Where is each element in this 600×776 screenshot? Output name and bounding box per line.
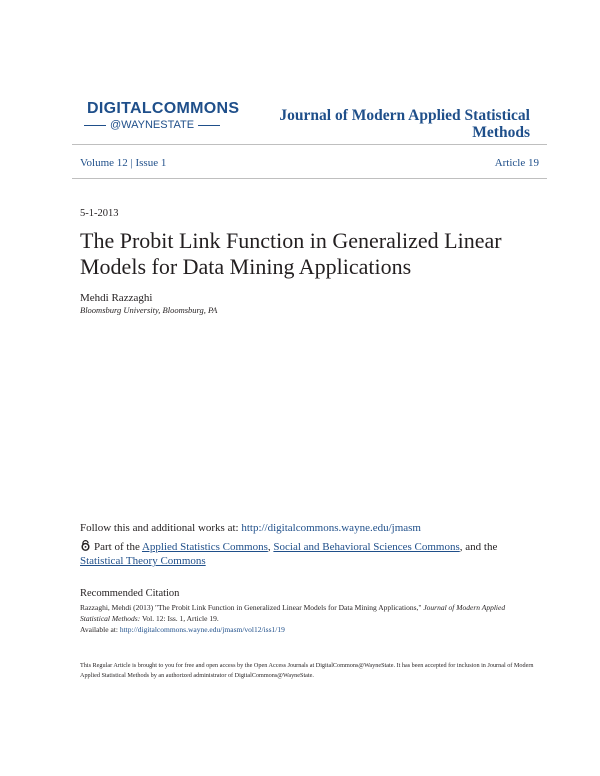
article-title: The Probit Link Function in Generalized Linear Models for Data Mining Applications [80, 228, 502, 279]
header-divider-top [72, 144, 547, 145]
part-of-and: , and the [459, 541, 498, 553]
journal-title-link[interactable]: Journal of Modern Applied Statistical Methods [279, 107, 530, 141]
part-of-comma: , [267, 541, 271, 553]
follow-url-link[interactable]: http://digitalcommons.wayne.edu/jmasm [241, 522, 421, 534]
logo-dash-right [198, 125, 220, 126]
citation-url-link[interactable]: http://digitalcommons.wayne.edu/jmasm/vol12/iss1/19 [119, 625, 285, 634]
citation-text [80, 602, 530, 635]
logo-digitalcommons: DIGITALCOMMONS [87, 100, 240, 117]
applied-statistics-commons-link[interactable]: Applied Statistics Commons [141, 541, 268, 553]
citation-journal: Journal of Modern Applied Statistical Methods: [80, 603, 506, 623]
open-access-icon [80, 540, 91, 551]
volume-issue [80, 157, 166, 169]
citation-body: Razzaghi, Mehdi (2013) "The Probit Link Function in Generalized Linear Models for Data Mining Applications," [80, 603, 422, 612]
author-name: Mehdi Razzaghi [80, 292, 153, 304]
follow-label: Follow this and additional works at: [80, 522, 239, 534]
social-behavioral-sciences-commons-link[interactable]: Social and Behavioral Sciences Commons [273, 541, 460, 553]
recommended-citation-heading: Recommended Citation [80, 588, 180, 599]
logo-waynestate-text: @WAYNESTATE [109, 119, 195, 131]
part-of-prefix: Part of the [94, 541, 140, 553]
follow-line [80, 522, 550, 534]
part-of-disciplines [80, 540, 520, 568]
citation-available-label: Available at: [80, 625, 118, 634]
issue-link[interactable]: Issue 1 [135, 157, 167, 169]
statistical-theory-commons-link[interactable]: Statistical Theory Commons [80, 555, 206, 567]
publication-date: 5-1-2013 [80, 208, 119, 219]
article-number: Article 19 [494, 157, 539, 169]
logo-waynestate [84, 119, 220, 131]
volume-separator: | [130, 157, 133, 169]
author-affiliation: Bloomsburg University, Bloomsburg, PA [80, 305, 218, 315]
header-divider-bottom [72, 178, 547, 179]
logo-dash-left [84, 125, 106, 126]
volume-link[interactable]: Volume 12 [80, 157, 128, 169]
access-notice: This Regular Article is brought to you for free and open access by the Open Access Journals at DigitalCommons@WayneState. It has been accepted for inclusion in Journal of Modern Applied Statistical Methods by an authorized administrator of DigitalCommons@WayneState. [80, 662, 534, 679]
citation-volume: Vol. 12: Iss. 1, Article 19. [141, 614, 219, 623]
